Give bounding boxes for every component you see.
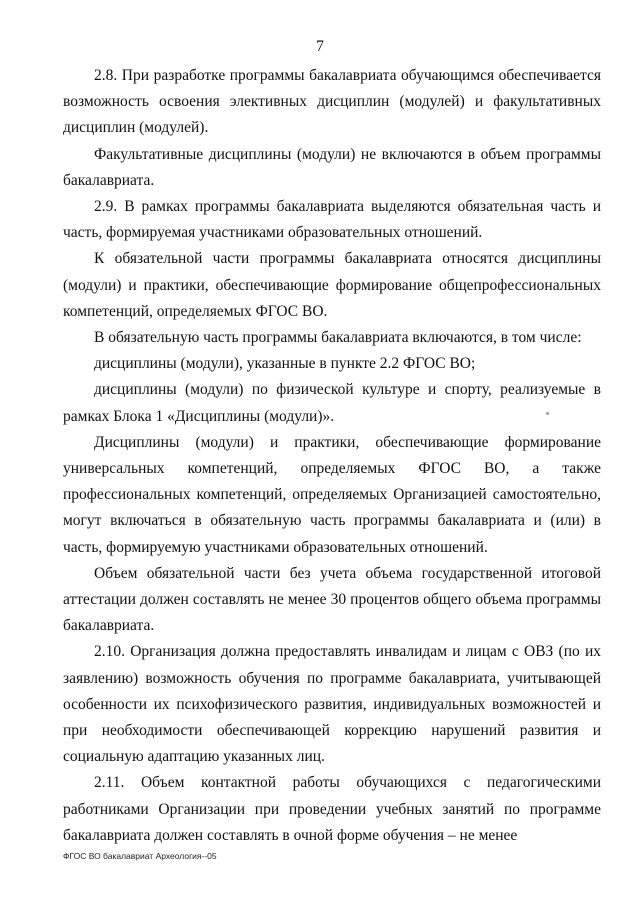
paragraph-2-10: 2.10. Организация должна предоставлять инвалидам и лицам с ОВЗ (по их заявлению) возможность обучения по программе бакалавриата, учитывающей особенности их психофизического развития, индивидуальных возможностей и при необходимости обеспечивающей коррекцию нарушений развития и социальную адаптацию указанных лиц. xyxy=(63,643,601,766)
paragraph-optional-disciplines: Факультативные дисциплины (модули) не включаются в объем программы бакалавриата. xyxy=(63,145,601,189)
paragraph-mandatory-volume: Объем обязательной части без учета объема государственной итоговой аттестации должен составлять не менее 30 процентов общего объема программы бакалавриата. xyxy=(63,564,601,635)
paragraph-2-9: 2.9. В рамках программы бакалавриата выделяются обязательная часть и часть, формируемая участниками образовательных отношений. xyxy=(63,198,601,242)
paragraph-mandatory-part: К обязательной части программы бакалавриата относятся дисциплины (модули) и практики, обеспечивающие формирование общепрофессиональных компетенций, определяемых ФГОС ВО. xyxy=(63,250,601,320)
paragraph-2-8: 2.8. При разработке программы бакалавриата обучающимся обеспечивается возможность освоения элективных дисциплин (модулей) и факультативных дисциплин (модулей). xyxy=(63,67,601,137)
footer-note: ФГОС ВО бакалавриат Археология--05 xyxy=(63,851,217,861)
document-body xyxy=(63,63,601,849)
page-number: 7 xyxy=(316,38,324,55)
list-item-physical-culture: дисциплины (модули) по физической культуре и спорту, реализуемые в рамках Блока 1 «Дисциплины (модули)». xyxy=(63,381,601,425)
paragraph-universal-competencies: Дисциплины (модули) и практики, обеспечивающие формирование универсальных компетенций, определяемых ФГОС ВО, а также профессиональных компетенций, определяемых Организацией самостоятельно, могут включаться в обязательную часть программы бакалавриата и (или) в часть, формируемую участниками образовательных отношений. xyxy=(63,433,601,556)
scan-speck xyxy=(546,412,549,415)
paragraph-mandatory-includes: В обязательную часть программы бакалавриата включаются, в том числе: xyxy=(94,329,582,347)
list-item-disciplines-2-2: дисциплины (модули), указанные в пункте 2.2 ФГОС ВО; xyxy=(94,355,476,373)
paragraph-2-11: 2.11. Объем контактной работы обучающихся с педагогическими работниками Организации при проведении учебных занятий по программе бакалавриата должен составлять в очной форме обучения – не менее xyxy=(63,774,601,844)
